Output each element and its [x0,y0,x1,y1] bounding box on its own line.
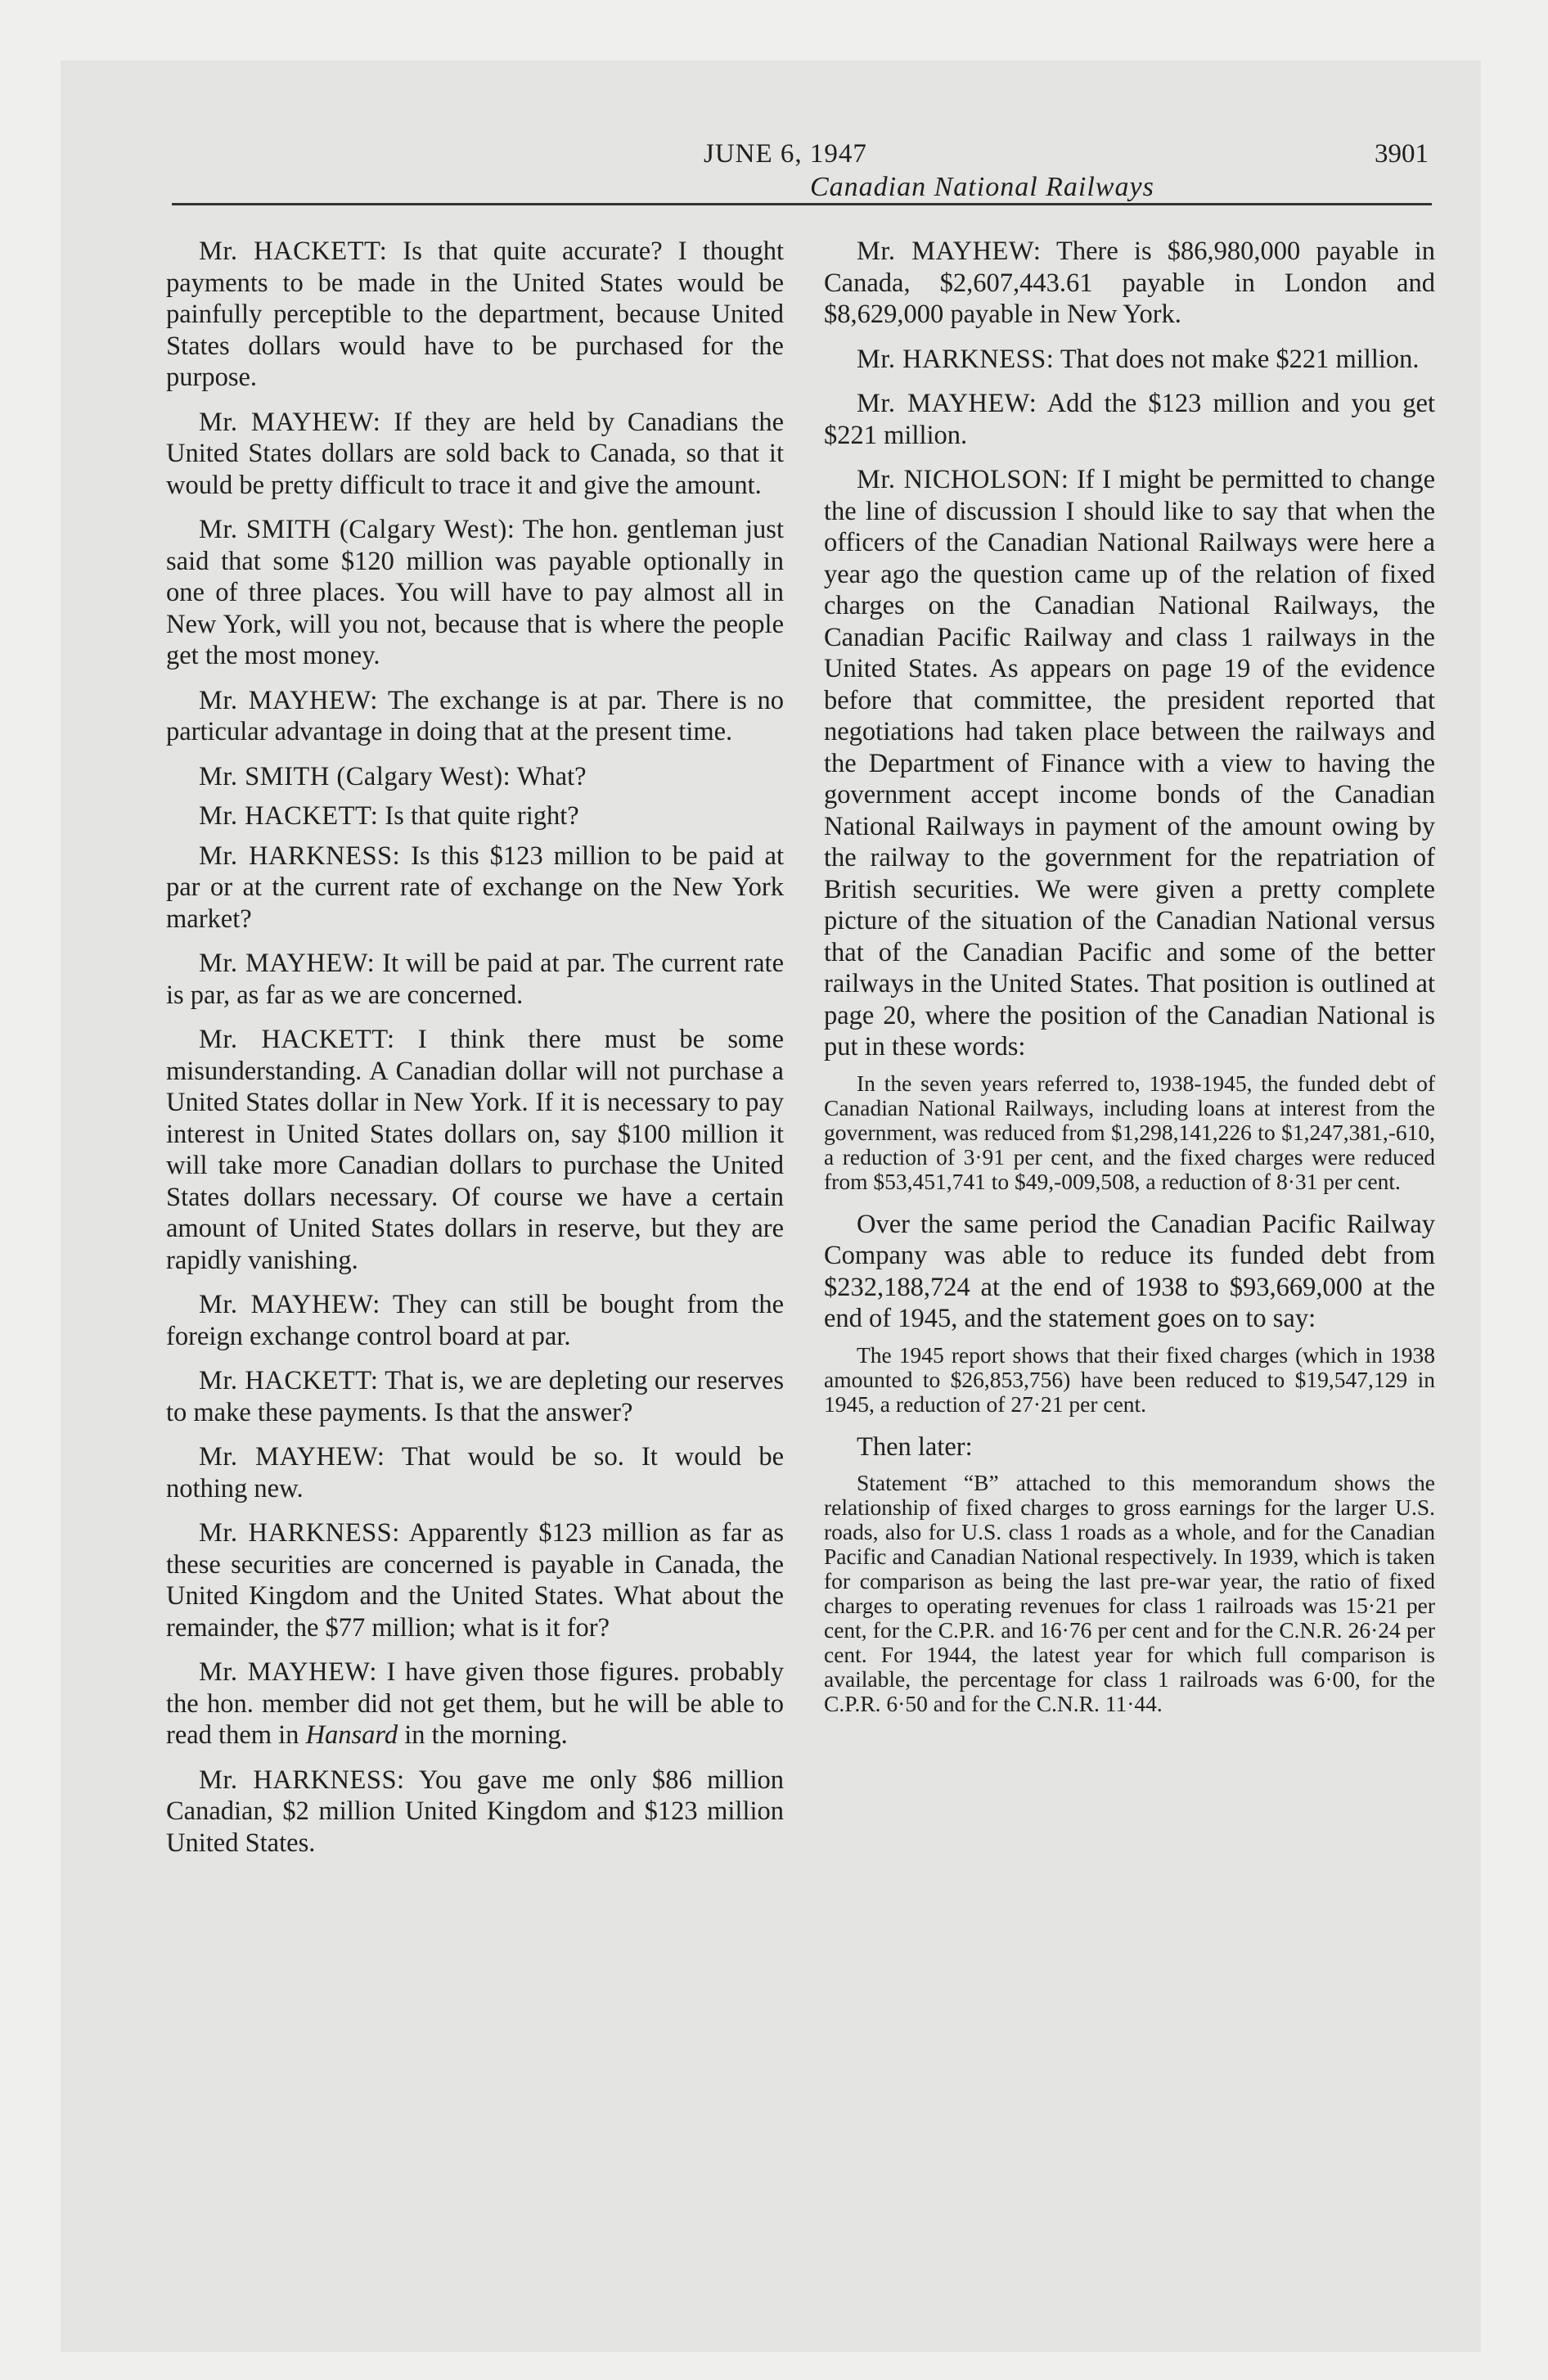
page-header [172,131,1432,210]
speech-text: Is that quite right? [385,801,579,831]
paragraph [166,761,784,793]
speech-text: If they are held by Canadians the United States dollars are sold back to Canada, so that it would be pretty difficult to trace it and give the amount. [166,407,785,500]
speaker: Mr. MAYHEW: [857,237,1042,266]
speech-text: That does not make $221 million. [1060,344,1420,374]
speaker: Mr. HACKETT: [199,1025,395,1054]
paragraph [166,1765,784,1859]
paragraph [824,344,1435,376]
speech-text: It will be paid at par. The current rate is par, as far as we are concerned. [166,949,785,1010]
right-column [824,236,1435,1731]
speech-text: That would be so. It would be nothing new. [166,1442,784,1503]
speech-text: Apparently $123 million as far as these securities are concerned is payable in Canada, the United Kingdom and the United States. What about the remainder, the $77 million; what is it for? [166,1518,784,1643]
paragraph [166,841,784,935]
quotation: Statement “B” attached to this memorandum shows the relationship of fixed charges to gross earnings for the larger U.S. roads, also for U.S. class 1 roads as a whole, and for the Canadian Pacific and Canadian National respectively. In 1939, which is taken for comparison as being the last pre-war year, the ratio of fixed charges to operating revenues for class 1 railroads was 15·21 per cent, for the C.P.R. and 16·76 per cent and for the C.N.R. 26·24 per cent. For 1944, the latest year for which full comparison is available, the percentage for class 1 railroads was 6·00, for the C.P.R. 6·50 and for the C.N.R. 11·44. [824,1470,1435,1716]
speech-text-tail: in the morning. [398,1720,568,1750]
paragraph [166,236,784,394]
speaker: Mr. NICHOLSON: [857,465,1069,494]
paragraph [166,800,784,832]
speaker: Mr. HARKNESS: [199,1765,405,1795]
speaker: Mr. MAYHEW: [199,407,381,437]
speech-text: The hon. gentleman just said that some $120 million was payable optionally in one of three places. You will have to pay almost all in New York, will you not, because that is where the people get the most money. [166,515,784,670]
speech-text: Is this $123 million to be paid at par or at the current rate of exchange on the New York market? [166,841,784,934]
paragraph [166,948,784,1011]
speaker: Mr. SMITH (Calgary West): [199,515,515,544]
speaker: Mr. SMITH (Calgary West): [199,761,511,791]
speech-text: If I might be permitted to change the line of discussion I should like to say that when the officers of the Canadian National Railways were here a year ago the question came up of the relation of fixed charges on the Canadian National Railways, the Canadian Pacific Railway and class 1 railways in the United States. As appears on page 19 of the evidence before that committee, the president reported that negotiations had taken place between the railways and the Department of Finance with a view to having the government accept income bonds of the Canadian National Railways in payment of the amount owing by the railway to the government for the repatriation of British securities. We were given a pretty complete picture of the situation of the Canadian National versus that of the Canadian Pacific and some of the better railways in the United States. That position is outlined at page 20, where the position of the Canadian National is put in these words: [824,465,1436,1062]
paragraph [166,1441,784,1504]
speech-text: You gave me only $86 million Canadian, $2 million United Kingdom and $123 million United States. [166,1765,784,1858]
page-number: 3901 [1375,139,1429,169]
running-title: Canadian National Railways [810,172,1154,202]
paragraph [166,1289,784,1352]
header-rule [172,203,1432,205]
paragraph [166,1024,784,1276]
speaker: Mr. HACKETT: [199,801,379,831]
paragraph [166,1657,784,1751]
speech-text: What? [516,761,587,791]
speaker: Mr. HARKNESS: [199,1518,400,1548]
paragraph [166,407,784,502]
speech-text: I think there must be some misunderstanding. A Canadian dollar will not purchase a United States dollar in New York. If it is necessary to pay interest in United States dollars on, say $100 million it will take more Canadian dollars to purchase the United States dollars necessary. Of course we have a certain amount of United States dollars in reserve, but they are rapidly vanishing. [166,1025,784,1275]
speaker: Mr. MAYHEW: [199,1290,380,1319]
page-date: JUNE 6, 1947 [704,139,867,169]
speech-text: I have given those figures. probably the hon. member did not get them, but he will be able to read them in [166,1657,785,1750]
hansard-italic: Hansard [305,1720,398,1750]
speaker: Mr. MAYHEW: [199,685,378,715]
speaker: Mr. HARKNESS: [199,841,401,871]
paragraph: Then later: [857,1431,973,1462]
speaker: Mr. HARKNESS: [857,344,1055,374]
paragraph [824,388,1435,451]
speech-text: Is that quite accurate? I thought payments to be made in the United States would be painfully perceptible to the department, because United States dollars would have to be purchased for the purpose. [166,237,785,392]
paragraph [824,236,1435,331]
speech-text: The exchange is at par. There is no particular advantage in doing that at the present time. [166,685,784,746]
speaker: Mr. HACKETT: [199,237,388,266]
speech-text: That is, we are depleting our reserves to make these payments. Is that the answer? [166,1366,784,1427]
paragraph [166,514,784,672]
paragraph [824,464,1435,1063]
left-column [166,236,784,1872]
speaker: Mr. MAYHEW: [199,1442,385,1472]
speaker: Mr. MAYHEW: [857,389,1037,418]
quotation: The 1945 report shows that their fixed charges (which in 1938 amounted to $26,853,756) have been reduced to $19,547,129 in 1945, a reduction of 27·21 per cent. [824,1341,1435,1417]
paragraph: Over the same period the Canadian Pacific Railway Company was able to reduce its funded debt from $232,188,724 at the end of 1938 to $93,669,000 at the end of 1945, and the statement goes on to say: [824,1209,1435,1333]
speech-text: Add the $123 million and you get $221 million. [824,389,1435,450]
quotation: In the seven years referred to, 1938-1945, the funded debt of Canadian National Railways, including loans at interest from the government, was reduced from $1,298,141,226 to $1,247,381,-610, a reduction of 3·91 per cent, and the fixed charges were reduced from $53,451,741 to $49,-009,508, a reduction of 8·31 per cent. [824,1070,1435,1194]
speech-text: There is $86,980,000 payable in Canada, $2,607,443.61 payable in London and $8,629,000 payable in New York. [824,237,1435,329]
speaker: Mr. HACKETT: [199,1366,379,1395]
paragraph [166,1517,784,1643]
speaker: Mr. MAYHEW: [199,949,376,978]
paragraph [166,685,784,748]
speech-text: They can still be bought from the foreign exchange control board at par. [166,1290,784,1351]
paragraph [166,1365,784,1428]
speaker: Mr. MAYHEW: [199,1657,377,1687]
